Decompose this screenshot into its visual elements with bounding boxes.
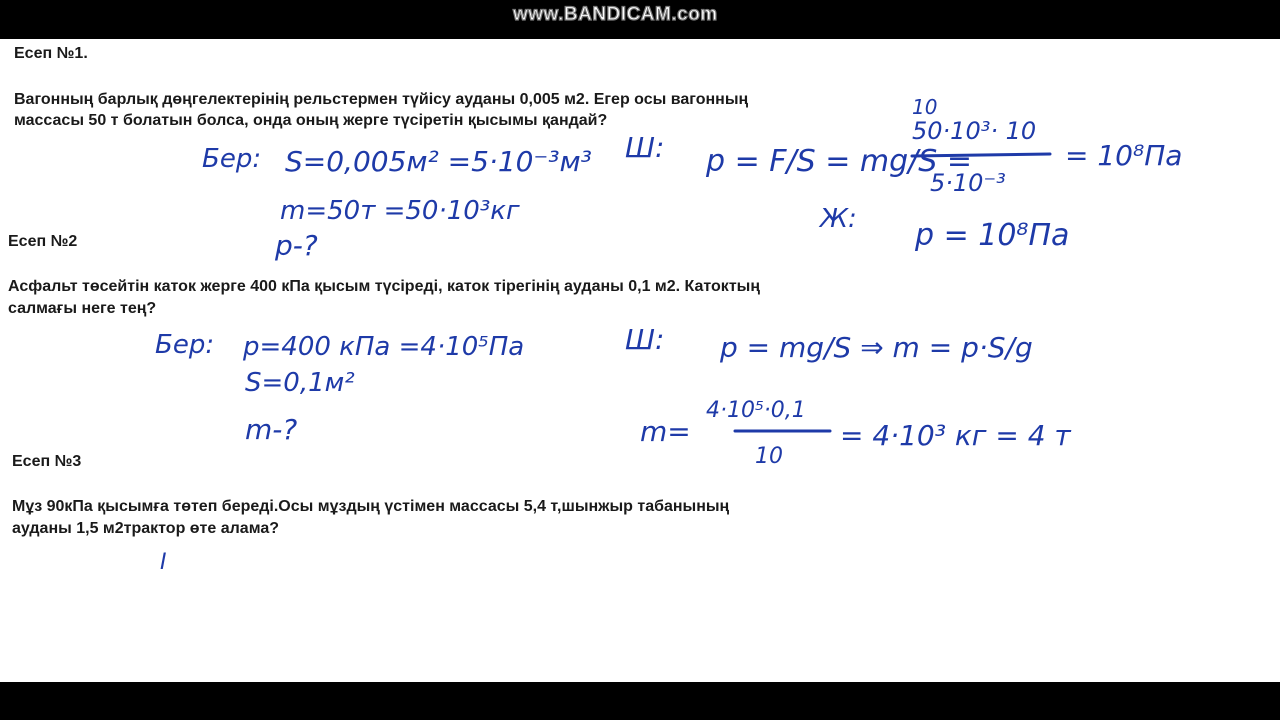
p2-find: m-?	[245, 413, 298, 446]
problem-1-text-line-1: Вагонның барлық дөңгелектерінің рельстермен түйісу ауданы 0,005 м2. Егер осы вагонның	[14, 91, 749, 108]
p2-solution-label: Ш:	[625, 323, 665, 356]
problem-3-text-line-1: Мұз 90кПа қысымға төтеп береді.Осы мұздың үстімен массасы 5,4 т,шынжыр табанының	[12, 498, 730, 515]
problem-2-text-line-1: Асфальт төсейтін каток жерге 400 кПа қысым түсіреді, каток тірегінің ауданы 0,1 м2. Катоктың	[8, 278, 760, 295]
problem-1-title: Есеп №1.	[14, 45, 88, 62]
text-cursor-icon: I	[160, 550, 167, 575]
problem-3-title: Есеп №3	[12, 453, 82, 470]
problem-2-title: Есеп №2	[8, 233, 78, 250]
problem-1-text-line-2: массасы 50 т болатын болса, онда оның жерге түсіретін қысымы қандай?	[14, 112, 608, 129]
p1-ber-label: Бер:	[202, 144, 262, 174]
p1-fraction-bar	[912, 154, 1050, 156]
bandicam-watermark: www.BANDICAM.com	[513, 4, 718, 25]
p1-result: = 10⁸Па	[1065, 139, 1183, 172]
p2-m-label: m=	[640, 415, 691, 448]
p1-answer: p = 10⁸Па	[915, 218, 1070, 253]
p2-numerator: 4·10⁵·0,1	[706, 398, 806, 423]
problem-3-text-line-2: ауданы 1,5 м2трактор өте алама?	[12, 520, 279, 537]
p1-solution-label: Ш:	[625, 131, 665, 164]
p2-given-pressure: p=400 кПа =4·10⁵Па	[243, 332, 525, 362]
p1-answer-label: Ж:	[820, 204, 857, 234]
p2-denominator: 10	[755, 444, 783, 469]
handwriting-layer	[0, 39, 1280, 682]
p1-formula: p = F/S = mg/S =	[706, 144, 972, 179]
p1-given-area: S=0,005м² =5·10⁻³м³	[285, 145, 592, 178]
p1-numerator: 50·10³· 10	[912, 117, 1037, 145]
document-page	[0, 39, 1280, 682]
p2-formula: p = mg/S ⇒ m = p·S/g	[720, 331, 1033, 364]
p1-num-top: 10	[912, 95, 938, 119]
problem-2-text-line-2: салмағы неге тең?	[8, 300, 157, 317]
p1-given-mass: m=50т =50·10³кг	[280, 196, 520, 226]
p1-find: p-?	[275, 229, 318, 262]
p2-given-area: S=0,1м²	[245, 368, 355, 398]
p1-denominator: 5·10⁻³	[930, 169, 1006, 197]
p2-ber-label: Бер:	[155, 330, 215, 360]
p2-result: = 4·10³ кг = 4 т	[840, 419, 1071, 452]
